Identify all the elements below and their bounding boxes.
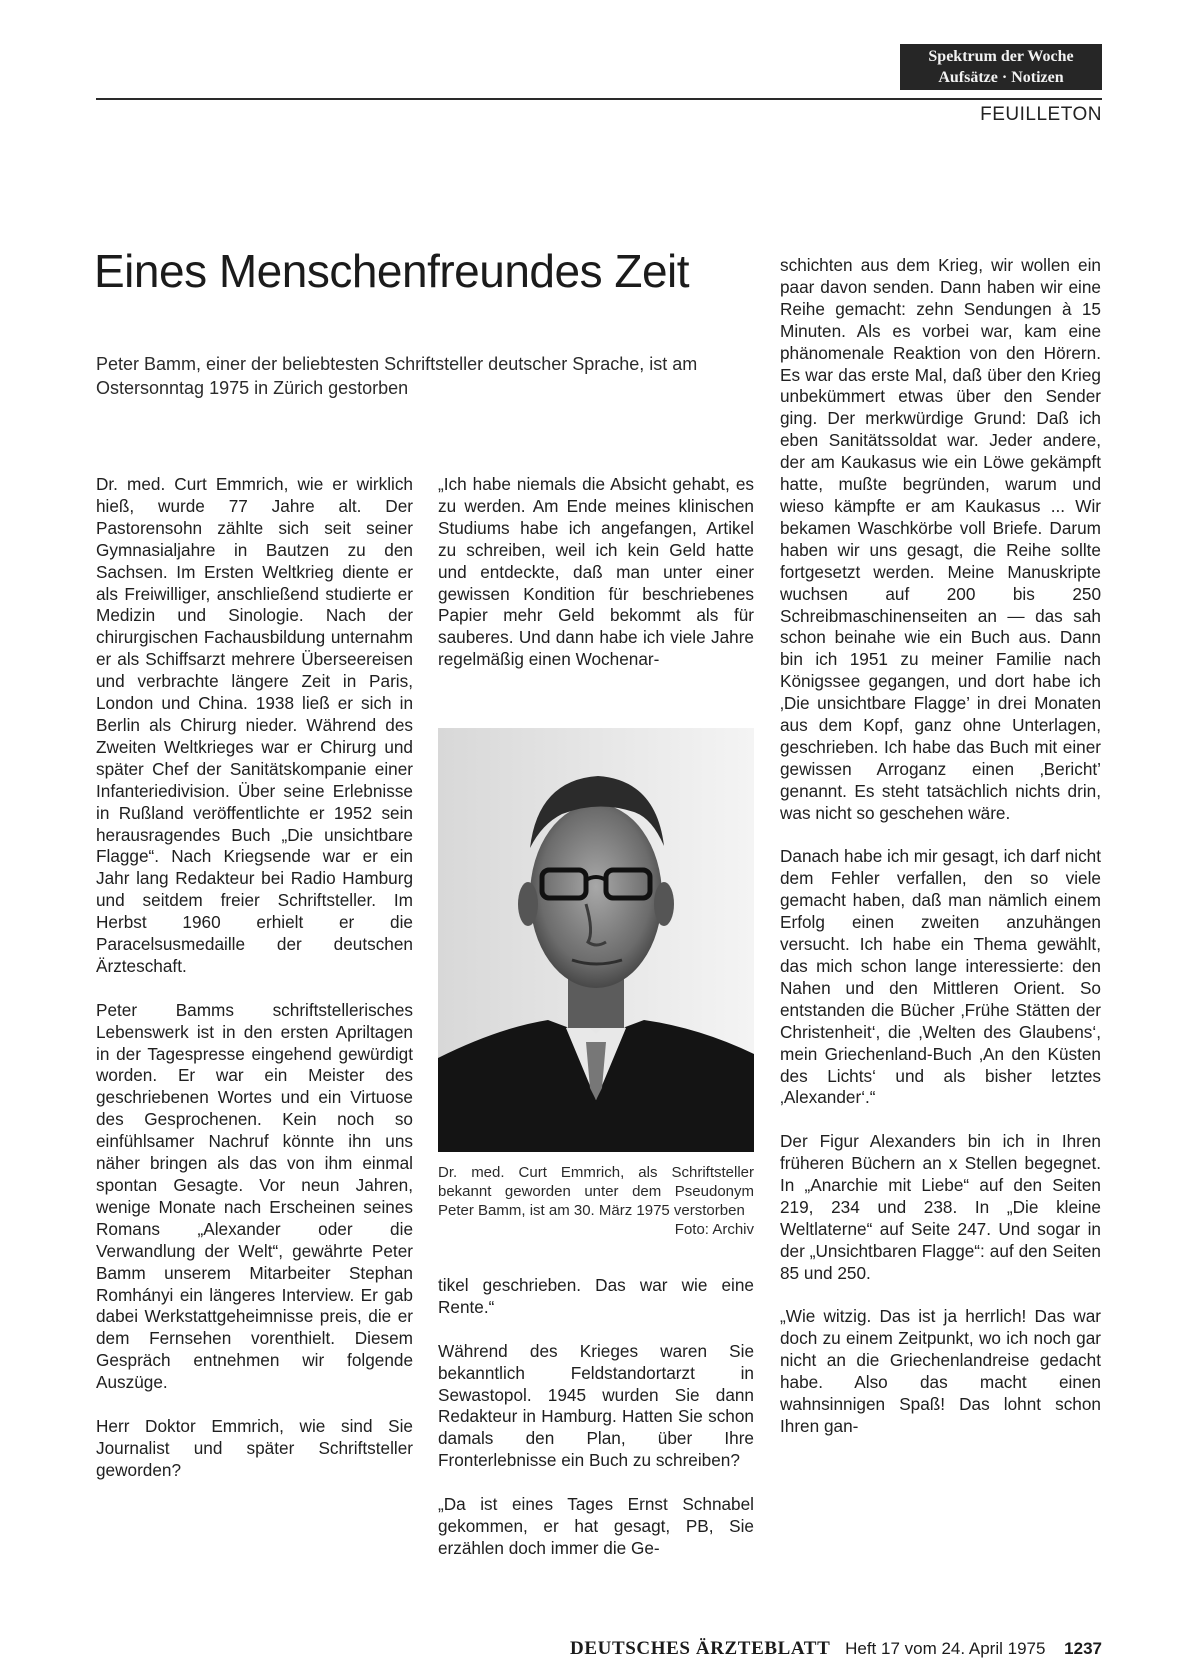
interview-question: Der Figur Alexanders bin ich in Ihren früheren Büchern an x Stellen begegnet. In „Anarchie mit Liebe“ auf den Seiten 219, 234 und 238. In „Die kleine Weltlaterne“ auf Seite 247. Und sogar in der „Unsichtbaren Flagge“: auf den Seiten 85 und 250. xyxy=(780,1131,1101,1283)
caption-text: Dr. med. Curt Emmrich, als Schriftsteller bekannt geworden unter dem Pseudonym Peter Bamm, ist am 30. März 1975 verstorben xyxy=(438,1164,754,1219)
photo-caption xyxy=(438,1163,754,1239)
section-label: FEUILLETON xyxy=(980,104,1102,125)
badge-line-2: Aufsätze · Notizen xyxy=(938,69,1064,86)
column-1 xyxy=(96,474,413,1482)
column-3 xyxy=(780,255,1101,1438)
article-title: Eines Menschenfreundes Zeit xyxy=(94,245,690,297)
column-2-bottom xyxy=(438,1275,754,1560)
column-2-top xyxy=(438,474,754,671)
paragraph: tikel geschrieben. Das war wie eine Rente.“ xyxy=(438,1275,754,1317)
header-rule xyxy=(96,98,1102,100)
page-number: 1237 xyxy=(1064,1639,1102,1658)
paragraph: „Ich habe niemals die Absicht gehabt, es zu werden. Am Ende meines klinischen Studiums habe ich angefangen, Artikel zu schreiben, weil ich kein Geld hatte und entdeckte, daß man unter einer gewissen Kondition für beschriebenes Papier mehr Geld bekommt als für sauberes. Und dann habe ich viele Jahre regelmäßig einen Wochenar- xyxy=(438,474,754,670)
photo-credit: Foto: Archiv xyxy=(674,1221,754,1238)
section-badge xyxy=(900,44,1102,90)
interview-question: Während des Krieges waren Sie bekanntlich Feldstandortarzt in Sewastopol. 1945 wurden Sie dann Redakteur in Hamburg. Hatten Sie schon damals den Plan, über Ihre Fronterlebnisse ein Buch zu schreiben? xyxy=(438,1340,754,1471)
paragraph: schichten aus dem Krieg, wir wollen ein paar davon senden. Dann haben wir eine Reihe gemacht: zehn Sendungen à 15 Minuten. Als es vorbei war, kam eine phänomenale Reaktion von den Hörern. Es war das erste Mal, daß über den Krieg unbekümmert etwas über den Sender ging. Der merkwürdige Grund: Daß ich eben Sanitätssoldat war. Jeder andere, der am Kaukasus wie ein Löwe gekämpft hatte, mußte begründen, warum und wieso kämpfte er am Kaukasus ... Wir bekamen Waschkörbe voll Briefe. Darum haben wir uns gesagt, die Reihe sollte fortgesetzt werden. Meine Manuskripte wuchsen auf 200 bis 250 Schreibmaschinenseiten an — das sah schon beinahe wie ein Buch aus. Dann bin ich 1951 zu meiner Familie nach Königssee gegangen, und dort habe ich ‚Die unsichtbare Flagge’ in drei Monaten aus dem Kopf, ganz ohne Unterlagen, geschrieben. Ich habe das Buch mit einer gewissen Arroganz einen ‚Bericht’ genannt. Es steht tatsächlich nichts drin, was nicht so geschehen wäre. xyxy=(780,255,1101,823)
paragraph: Peter Bamms schriftstellerisches Lebenswerk ist in den ersten Apriltagen in der Tagespresse eingehend gewürdigt worden. Er war ein Meister des geschriebenen Wortes und ein Virtuose des Gesprochenen. Kein noch so einfühlsamer Nachruf könnte ihn uns näher bringen als das von ihm einmal spontan Gesagte. Vor neun Jahren, wenige Monate nach Erscheinen seines Romans „Alexander oder die Verwandlung der Welt“, gewährte Peter Bamm unserem Mitarbeiter Stephan Romhányi ein längeres Interview. Er gab dabei Werkstattgeheimnisse preis, die er dem Fernsehen vorenthielt. Diesem Gespräch entnehmen wir folgende Auszüge. xyxy=(96,999,413,1393)
paragraph: „Wie witzig. Das ist ja herrlich! Das war doch zu einem Zeitpunkt, wo ich noch gar nicht an die Griechenlandreise gedacht habe. Also das macht einen wahnsinnigen Spaß! Das lohnt schon Ihren gan- xyxy=(780,1306,1101,1436)
journal-name: DEUTSCHES ÄRZTEBLATT xyxy=(570,1638,831,1659)
issue-info: Heft 17 vom 24. April 1975 xyxy=(845,1639,1046,1658)
article-subtitle: Peter Bamm, einer der beliebtesten Schriftsteller deutscher Sprache, ist am Ostersonntag 1975 in Zürich gestorben xyxy=(96,354,698,398)
badge-line-1: Spektrum der Woche xyxy=(928,48,1074,65)
paragraph: Danach habe ich mir gesagt, ich darf nicht dem Fehler verfallen, den so viele gemacht haben, daß man nämlich einem Erfolg einen zweiten anzuhängen versucht. Ich habe ein Thema gewählt, das mich schon lange interessierte: den Nahen und den Mittleren Orient. So entstanden die Bücher ‚Frühe Stätten der Christenheit‘, die ‚Welten des Glaubens‘, mein Griechenland-Buch ‚An den Küsten des Lichts‘ und als bisher letztes ‚Alexander‘.“ xyxy=(780,846,1102,1108)
portrait-photo xyxy=(438,728,754,1152)
paragraph: „Da ist eines Tages Ernst Schnabel gekommen, er hat gesagt, PB, Sie erzählen doch immer die Ge- xyxy=(438,1494,754,1558)
page-footer xyxy=(570,1638,1102,1660)
interview-question: Herr Doktor Emmrich, wie sind Sie Journalist und später Schriftsteller geworden? xyxy=(96,1415,413,1480)
paragraph: Dr. med. Curt Emmrich, wie er wirklich hieß, wurde 77 Jahre alt. Der Pastorensohn zählte sich seit seiner Gymnasialjahre in Bautzen zu den Sachsen. Im Ersten Weltkrieg diente er als Freiwilliger, anschließend studierte er Medizin und Sinologie. Nach der chirurgischen Fachausbildung unternahm er als Schiffsarzt mehrere Überseereisen und verbrachte längere Zeit in Paris, London und China. 1938 ließ er sich in Berlin als Chirurg nieder. Während des Zweiten Weltkrieges war er Chirurg und später Chef der Sanitätskompanie einer Infanteriedivision. Über seine Erlebnisse in Rußland veröffentlichte er 1952 sein herausragendes Buch „Die unsichtbare Flagge“. Nach Kriegsende war er ein Jahr lang Redakteur bei Radio Hamburg und seitdem freier Schriftsteller. Im Herbst 1960 erhielt er die Paracelsusmedaille der deutschen Ärzteschaft. xyxy=(96,474,413,976)
